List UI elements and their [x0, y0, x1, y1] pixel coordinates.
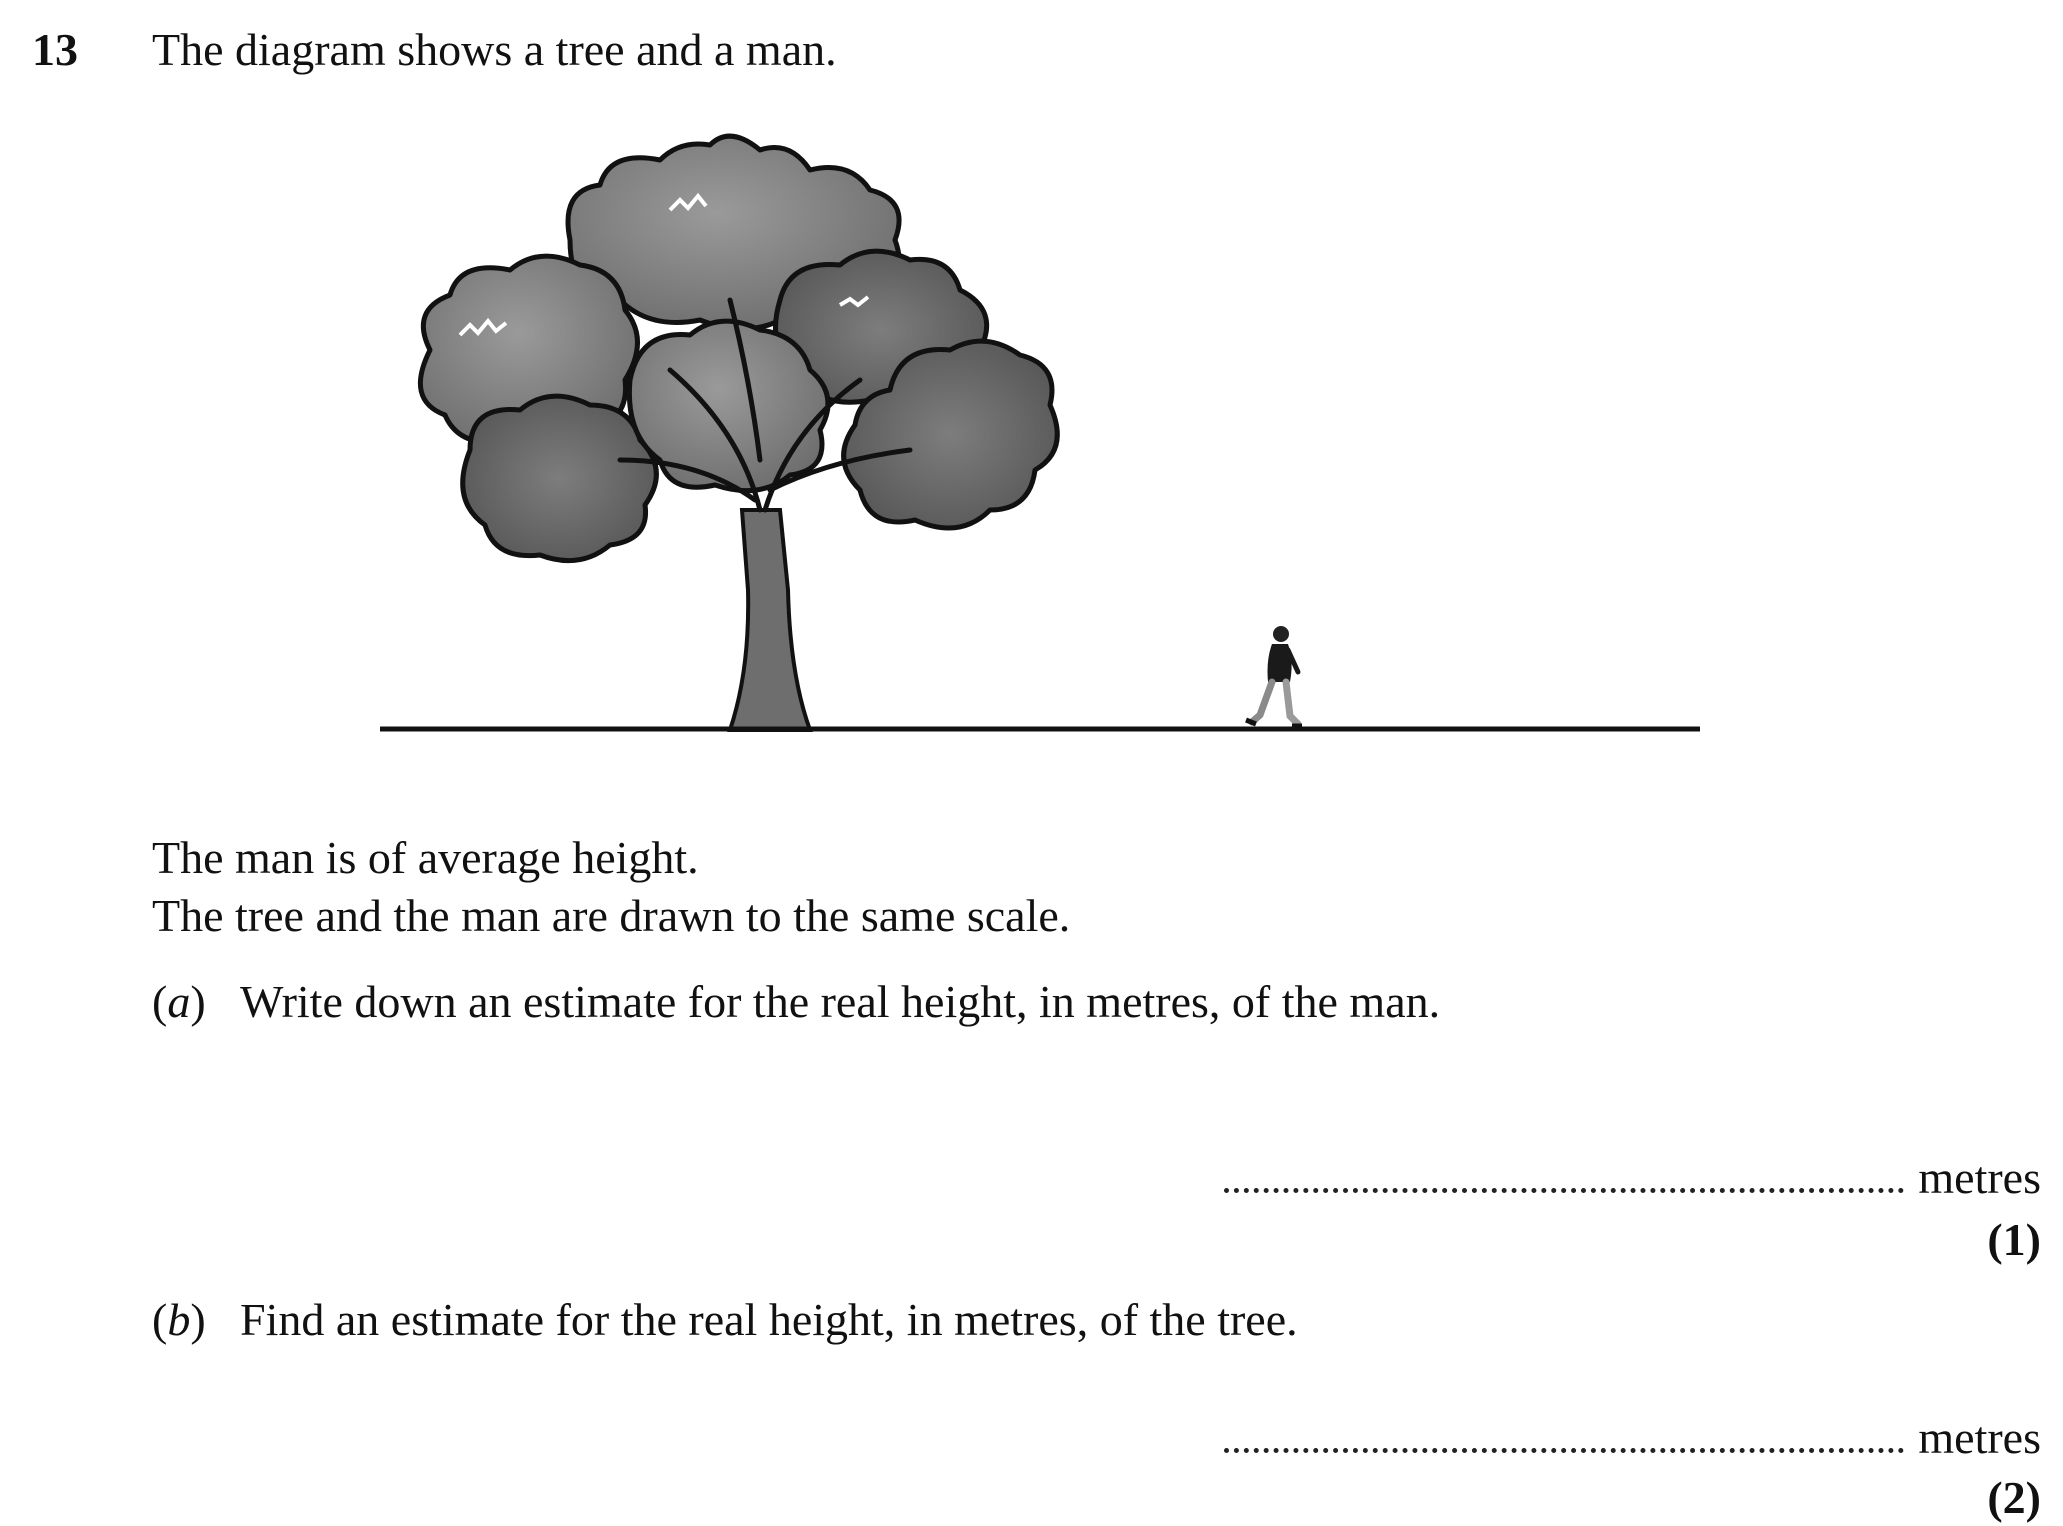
- part-a-answer-line[interactable]: [1224, 1148, 2041, 1206]
- tree-illustration: [420, 136, 1057, 730]
- part-b-unit: metres: [1918, 1412, 2041, 1463]
- statement-average-height: The man is of average height.: [152, 832, 699, 883]
- part-b-question: [152, 1292, 1298, 1348]
- tree-trunk: [730, 510, 810, 730]
- part-a-text: Write down an estimate for the real height, in metres, of the man.: [240, 976, 1441, 1027]
- part-b-marks: (2): [1987, 1472, 2041, 1523]
- part-b-label: (b): [152, 1294, 206, 1345]
- question-intro: The diagram shows a tree and a man.: [152, 24, 837, 75]
- part-a-unit: metres: [1918, 1152, 2041, 1203]
- canopy-center: [629, 321, 828, 491]
- statement-same-scale: The tree and the man are drawn to the same scale.: [152, 890, 1071, 941]
- tree-and-man-diagram: [370, 130, 1710, 750]
- canopy-left-lower: [463, 396, 657, 561]
- part-b-text: Find an estimate for the real height, in metres, of the tree.: [240, 1294, 1298, 1345]
- part-a-label: (a): [152, 976, 206, 1027]
- question-number: 13: [32, 24, 78, 75]
- part-a-question: [152, 974, 1440, 1030]
- part-a-marks: (1): [1987, 1214, 2041, 1265]
- answer-dotted-line-b[interactable]: [1224, 1408, 1904, 1453]
- answer-dotted-line-a[interactable]: [1224, 1148, 1904, 1193]
- part-b-answer-line[interactable]: [1224, 1408, 2041, 1466]
- man-figure: [1246, 626, 1302, 726]
